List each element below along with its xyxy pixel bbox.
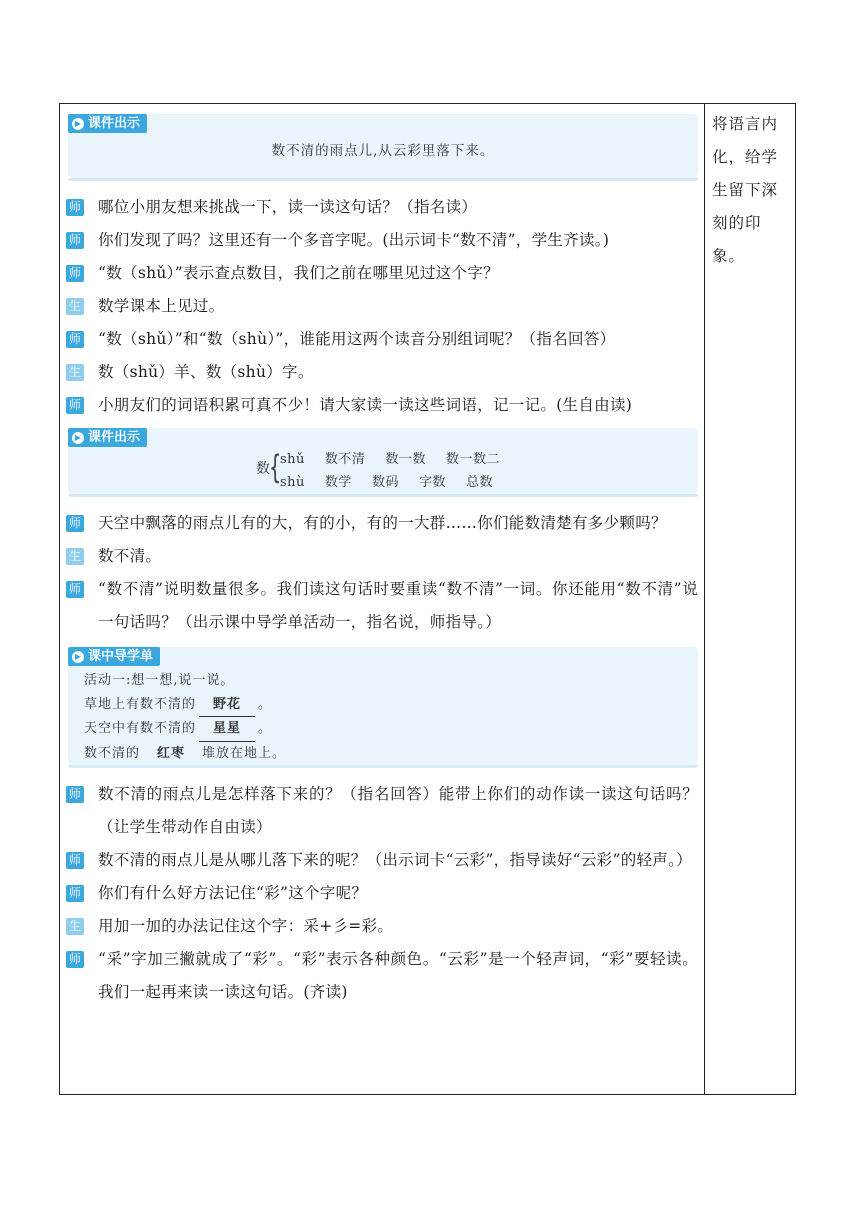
dialogue-line [66,844,698,877]
word: 数一数 [385,452,426,467]
teacher-tag: 师 [66,951,84,968]
dialogue-line [66,290,698,323]
reading-row-shu4 [280,471,513,490]
word: 数一数二 [445,452,500,467]
play-icon: ▶ [72,432,84,444]
word: shǔ [280,452,305,467]
dialogue-text: “数不清”说明数量很多。我们读这句话时要重读“数不清”一词。你还能用“数不清”说一句话吗？（出示课中导学单活动一，指名说，师指导。） [98,580,698,631]
word: 数码 [371,475,399,490]
dialogue-block-b [66,507,698,639]
word: 字数 [418,475,446,490]
dialogue-text: 天空中飘落的雨点儿有的大，有的小，有的一大群……你们能数清楚有多少颗吗？ [98,514,667,532]
item-prefix: 草地上有数不清的 [84,696,197,712]
dialogue-line [66,573,698,639]
activity-title: 活动一:想一想,说一说。 [84,673,235,688]
dialogue-line [66,778,698,844]
item-suffix: 。 [258,696,273,712]
dialogue-line [66,191,698,224]
dialogue-line [66,257,698,290]
dialogue-text: “数（shǔ）”表示查点数目，我们之前在哪里见过这个字？ [98,264,499,282]
student-tag: 生 [66,364,84,381]
teacher-tag: 师 [66,331,84,348]
word: 数学 [324,475,352,490]
teacher-tag: 师 [66,232,84,249]
slide-tag [68,428,147,447]
play-icon: ▶ [72,651,84,663]
worksheet-tag [68,647,160,666]
teacher-tag: 师 [66,786,84,803]
teacher-tag: 师 [66,852,84,869]
activity-item [84,742,286,767]
reading-row-shu3 [280,448,520,467]
dialogue-text: 你们发现了吗？这里还有一个多音字呢。(出示词卡“数不清”，学生齐读。) [98,231,610,249]
dialogue-text: 小朋友们的词语积累可真不少！请大家读一读这些词语，记一记。(生自由读) [98,396,633,414]
teacher-tag: 师 [66,581,84,598]
dialogue-text: 数学课本上见过。 [98,297,225,315]
slide-sentence: 数不清的雨点儿,从云彩里落下来。 [271,143,495,159]
dialogue-line [66,224,698,257]
column-divider [704,104,705,1094]
student-tag: 生 [66,548,84,565]
dialogue-line [66,943,698,1009]
activity-item [84,693,286,718]
slide-banner-2 [68,428,698,496]
brace-icon: { [269,448,282,486]
dialogue-text: 用加一加的办法记住这个字：采+彡=彩。 [98,917,394,935]
dialogue-text: 你们有什么好方法记住“彩”这个字呢？ [98,884,368,902]
dialogue-line [66,910,698,943]
activity-list [84,669,286,766]
dialogue-block-a [66,191,698,422]
student-tag: 生 [66,918,84,935]
teacher-tag: 师 [66,885,84,902]
side-note: 将语言内化，给学生留下深刻的印象。 [712,115,779,265]
dialogue-text: 数（shǔ）羊、数（shù）字。 [98,363,314,381]
item-prefix: 数不清的 [84,745,141,761]
teacher-tag: 师 [66,199,84,216]
dialogue-line [66,540,698,573]
word: 总数 [465,475,493,490]
fill-blank: 红枣 [143,742,199,767]
dialogue-text: 哪位小朋友想来挑战一下，读一读这句话？（指名读） [98,198,478,216]
dialogue-text: “采”字加三撇就成了“彩”。“彩”表示各种颜色。“云彩”是一个轻声词，“彩”要轻读。我们一起再来读一读这句话。(齐读) [98,950,698,1001]
activity-item [84,717,286,742]
slide-tag-label: 课件出示 [88,116,141,131]
word: 数不清 [324,452,366,467]
dialogue-text: 数不清的雨点儿是从哪儿落下来的呢？（出示词卡“云彩”，指导读好“云彩”的轻声。） [98,851,692,869]
word: shù [280,475,305,490]
main-column [66,114,698,1009]
item-prefix: 天空中有数不清的 [84,721,197,736]
lesson-table [59,103,796,1095]
dialogue-text: 数不清的雨点儿是怎样落下来的？（指名回答）能带上你们的动作读一读这句话吗？（让学生带动作自由读） [98,785,698,836]
dialogue-line [66,877,698,910]
dialogue-text: 数不清。 [98,547,162,565]
worksheet-tag-label: 课中导学单 [88,649,154,664]
teacher-tag: 师 [66,397,84,414]
item-suffix: 堆放在地上。 [202,745,287,761]
student-tag: 生 [66,298,84,315]
teacher-tag: 师 [66,515,84,532]
dialogue-line [66,389,698,422]
head-char: 数 [256,461,270,477]
teacher-tag: 师 [66,265,84,282]
fill-blank: 星星 [199,717,255,742]
item-suffix: 。 [258,721,273,736]
play-icon: ▶ [72,118,84,130]
slide-tag [68,114,147,133]
dialogue-line [66,323,698,356]
dialogue-block-c [66,778,698,1009]
fill-blank: 野花 [199,693,255,718]
dialogue-text: “数（shǔ）”和“数（shù）”，谁能用这两个读音分别组词呢？（指名回答） [98,330,616,348]
dialogue-line [66,356,698,389]
worksheet-banner [68,647,698,767]
dialogue-line [66,507,698,540]
slide-tag-label: 课件出示 [88,430,141,445]
slide-banner-1 [68,114,698,180]
